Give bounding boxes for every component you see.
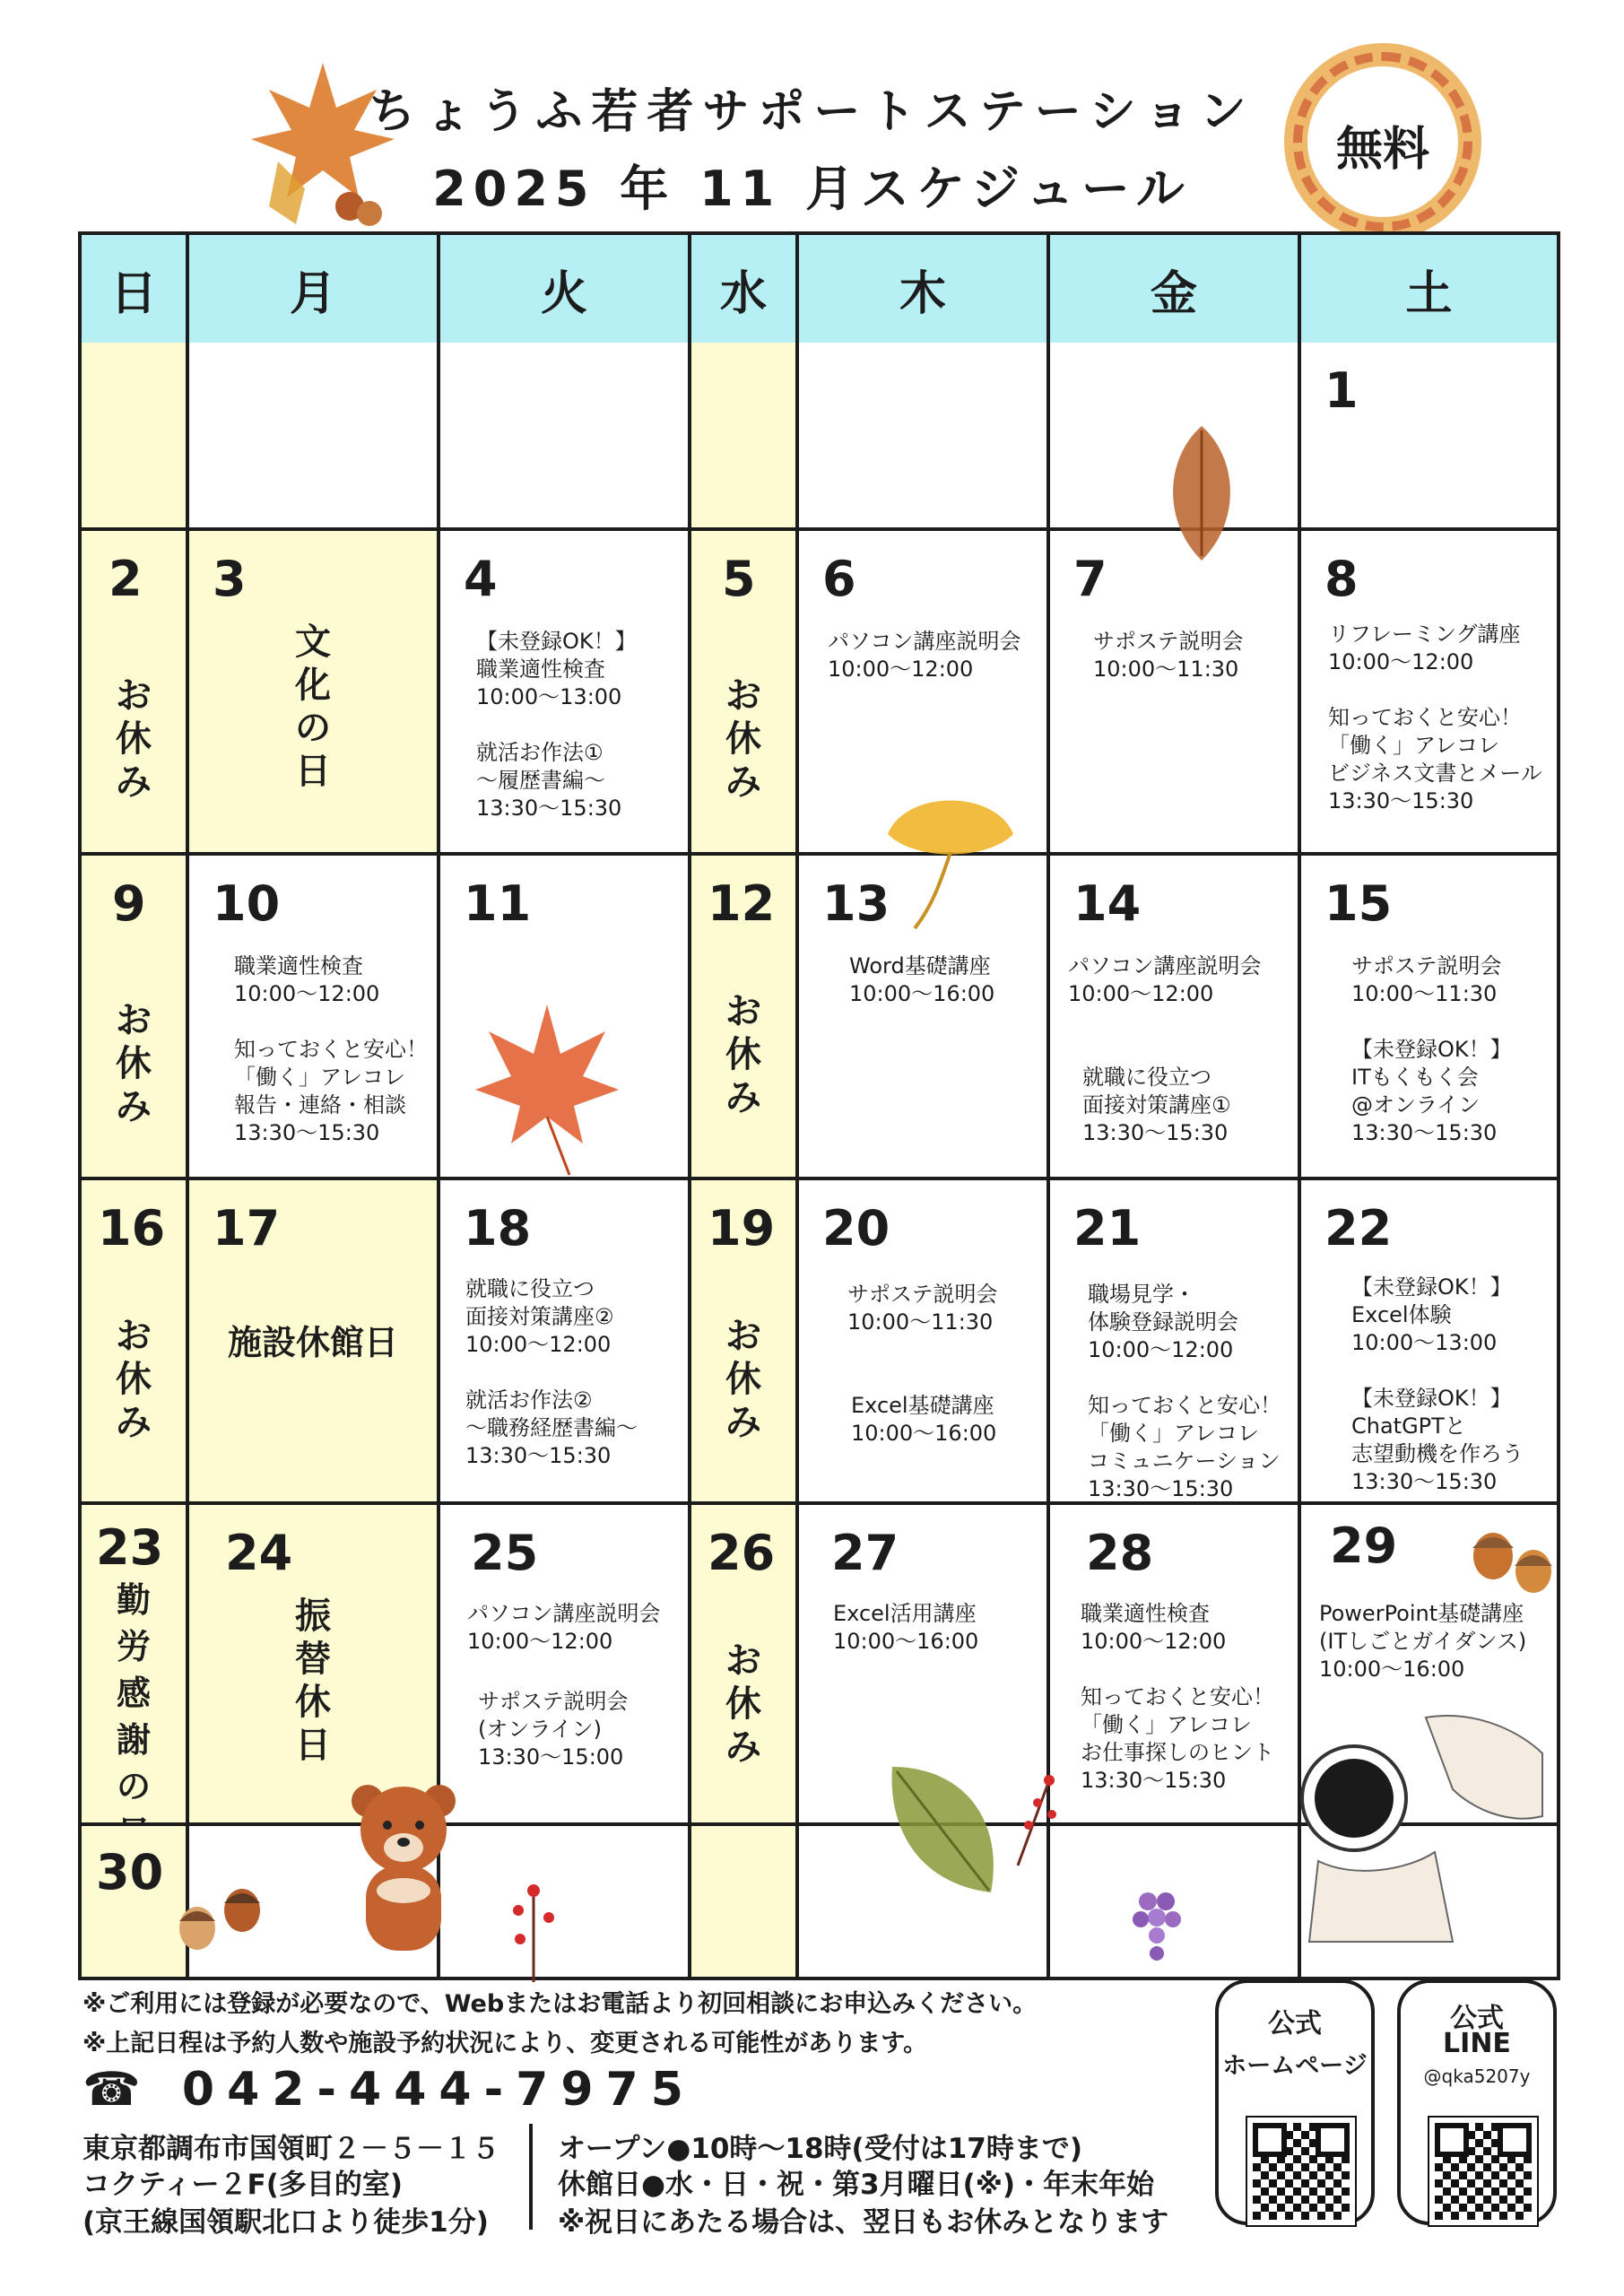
note-registration: ※ご利用には登録が必要なので、Webまたはお電話より初回相談にお申込みください。 — [83, 1990, 1038, 2018]
weekday-wed: 水 — [691, 235, 799, 343]
day-number: 17 — [213, 1200, 281, 1257]
ginkgo-leaf-icon — [879, 780, 1022, 933]
event-text: サポステ説明会 10:00～11:30 — [1093, 629, 1244, 682]
phone-icon: ☎ — [83, 2063, 153, 2117]
day-number: 4 — [464, 551, 498, 607]
holiday-label: 文化の日 — [295, 622, 331, 792]
event-text: 就職に役立つ 面接対策講座② 10:00～12:00 就活お作法② ～職務経歴書編～ 13:30～15:30 — [465, 1276, 638, 1468]
acorn-icon — [170, 1874, 269, 1964]
line-qr-subtitle: LINE — [1443, 2028, 1511, 2059]
day-number: 22 — [1324, 1200, 1393, 1257]
day-cell — [82, 343, 189, 527]
day-cell-18 — [440, 1180, 691, 1501]
holiday-label: 振替休日 — [295, 1596, 331, 1766]
day-cell-25 — [440, 1505, 691, 1822]
day-cell-26 — [691, 1505, 799, 1822]
holiday-label: 勤労感謝の — [116, 1580, 151, 1806]
opening-hours: オープン●10時～18時(受付は17時まで) — [558, 2133, 1083, 2165]
day-cell-20 — [799, 1180, 1050, 1501]
day-cell-24 — [189, 1505, 440, 1822]
closed-days: 休館日●水・日・祝・第3月曜日(※)・年末年始 — [558, 2169, 1155, 2201]
day-number: 15 — [1324, 875, 1393, 932]
event-text: 職場見学・ 体験登録説明会 10:00～12:00 知っておくと安心！ 「働く」アレコレ コミュニケーション 13:30～15:30 — [1088, 1282, 1281, 1501]
day-cell — [440, 1826, 691, 1977]
bear-icon — [341, 1776, 466, 1955]
event-text: 職業適性検査 10:00～12:00 知っておくと安心！ 「働く」アレコレ お仕事探しのヒント 13:30～15:30 — [1081, 1601, 1274, 1793]
day-cell — [691, 1826, 799, 1977]
green-leaf-icon — [883, 1758, 1009, 1901]
day-cell-9 — [82, 856, 189, 1177]
day-number: 19 — [708, 1200, 776, 1257]
day-number: 25 — [471, 1525, 539, 1581]
event-text: パソコン講座説明会 10:00～12:00 — [1068, 953, 1262, 1006]
divider — [529, 2124, 533, 2230]
maple-leaf-icon — [471, 1000, 623, 1179]
free-badge-label: 無料 — [1335, 123, 1429, 177]
event-text: Word基礎講座 10:00～16:00 — [849, 953, 995, 1006]
day-cell-17 — [189, 1180, 440, 1501]
day-cell-19 — [691, 1180, 799, 1501]
day-cell — [691, 343, 799, 527]
day-cell-21 — [1050, 1180, 1301, 1501]
day-number: 29 — [1330, 1518, 1398, 1574]
day-number: 8 — [1324, 551, 1359, 607]
line-id: @qka5207y — [1423, 2066, 1531, 2087]
day-cell-4 — [440, 531, 691, 852]
day-cell-22 — [1301, 1180, 1557, 1501]
day-cell-3 — [189, 531, 440, 852]
event-text: Excel基礎講座 10:00～16:00 — [851, 1393, 997, 1446]
day-number: 23 — [96, 1519, 164, 1576]
rest-label: お休み — [116, 1000, 152, 1127]
day-number: 9 — [112, 875, 146, 932]
coffee-cup-icon — [1300, 1700, 1551, 1951]
day-cell-1 — [1301, 343, 1557, 527]
day-number: 13 — [822, 875, 890, 932]
rest-label: お休み — [116, 675, 152, 803]
note-schedule-change: ※上記日程は予約人数や施設予約状況により、変更される可能性があります。 — [83, 2030, 928, 2057]
weekday-sun: 日 — [82, 235, 189, 343]
address-line-1: 東京都調布市国領町２－５－１５ — [83, 2133, 499, 2165]
event-text: 【未登録OK！】 Excel体験 10:00～13:00 【未登録OK！】 ChatGPTと 志望動機を作ろう 13:30～15:30 — [1351, 1274, 1524, 1494]
day-cell-28 — [1050, 1505, 1301, 1822]
holiday-label: 施設休館日 — [227, 1323, 398, 1362]
grape-icon — [1121, 1874, 1202, 1982]
weekday-sat: 土 — [1301, 235, 1557, 343]
day-number: 3 — [213, 551, 247, 607]
event-text: パソコン講座説明会 10:00～12:00 — [828, 629, 1021, 682]
acorn-icon — [1462, 1516, 1560, 1605]
day-number: 1 — [1324, 362, 1359, 419]
event-text: サポステ説明会 (オンライン) 13:30～15:00 — [478, 1689, 629, 1770]
rest-label: お休み — [725, 1640, 761, 1768]
day-cell — [799, 343, 1050, 527]
event-text: サポステ説明会 10:00～11:30 【未登録OK！】 ITもくもく会 @オンライン 13:30～15:30 — [1351, 953, 1512, 1145]
schedule-title: 2025 年 11 月スケジュール — [432, 161, 1192, 217]
day-number: 5 — [722, 551, 756, 607]
day-number: 7 — [1073, 551, 1107, 607]
event-text: 【未登録OK！】 職業適性検査 10:00～13:00 就活お作法① ～履歴書編～ 13:30～15:30 — [476, 629, 637, 821]
rest-label: お休み — [725, 1316, 761, 1443]
day-number: 27 — [831, 1525, 899, 1581]
qr-code-icon[interactable] — [1247, 2118, 1355, 2225]
day-number: 28 — [1086, 1525, 1154, 1581]
day-number: 6 — [822, 551, 856, 607]
day-number: 14 — [1073, 875, 1142, 932]
phone-number-text: 042-444-7975 — [181, 2063, 696, 2117]
event-text: Excel活用講座 10:00～16:00 — [833, 1601, 979, 1654]
day-cell-14 — [1050, 856, 1301, 1177]
rest-label: お休み — [725, 991, 761, 1118]
day-number: 11 — [464, 875, 532, 932]
day-cell-23 — [82, 1505, 189, 1822]
phone-number — [83, 2063, 696, 2117]
weekday-fri: 金 — [1050, 235, 1301, 343]
line-qr-card[interactable] — [1397, 1979, 1557, 2225]
day-cell-10 — [189, 856, 440, 1177]
rest-label: お休み — [725, 675, 761, 803]
brown-leaf-icon — [1157, 422, 1246, 565]
day-number: 30 — [96, 1844, 164, 1900]
event-text: リフレーミング講座 10:00～12:00 知っておくと安心！ 「働く」アレコレ ビジネス文書とメール 13:30～15:30 — [1328, 622, 1542, 813]
berry-branch-icon — [1009, 1771, 1063, 1870]
day-cell-2 — [82, 531, 189, 852]
day-cell — [189, 343, 440, 527]
maple-leaf-icon — [242, 54, 404, 233]
event-text: サポステ説明会 10:00～11:30 — [847, 1282, 998, 1335]
weekday-thu: 木 — [799, 235, 1050, 343]
day-number: 20 — [822, 1200, 890, 1257]
day-cell-8 — [1301, 531, 1557, 852]
qr-code-icon[interactable] — [1429, 2118, 1537, 2225]
weekday-mon: 月 — [189, 235, 440, 343]
address-line-2: コクティー２F(多目的室) — [83, 2169, 404, 2201]
day-number: 16 — [98, 1200, 166, 1257]
berry-branch-icon — [502, 1874, 565, 1982]
event-text: 職業適性検査 10:00～12:00 知っておくと安心！ 「働く」アレコレ 報告・連絡・相談 13:30～15:30 — [234, 953, 428, 1145]
day-cell-7 — [1050, 531, 1301, 852]
line-qr-title: 公式 — [1450, 2003, 1504, 2034]
day-number: 12 — [708, 875, 776, 932]
day-number: 21 — [1073, 1200, 1142, 1257]
day-cell-15 — [1301, 856, 1557, 1177]
free-badge — [1284, 43, 1481, 240]
homepage-qr-title: 公式 — [1268, 2008, 1322, 2039]
address-line-3: (京王線国領駅北口より徒歩1分) — [83, 2206, 489, 2239]
org-title: ちょうふ若者サポートステーション — [369, 85, 1255, 139]
day-cell-12 — [691, 856, 799, 1177]
day-cell-16 — [82, 1180, 189, 1501]
event-text: PowerPoint基礎講座 (ITしごとガイダンス) 10:00～16:00 — [1319, 1601, 1527, 1682]
day-number: 2 — [109, 551, 143, 607]
event-text: パソコン講座説明会 10:00～12:00 — [467, 1601, 661, 1654]
weekday-tue: 火 — [440, 235, 691, 343]
homepage-qr-card[interactable] — [1215, 1979, 1375, 2225]
day-number: 24 — [225, 1525, 293, 1581]
event-text: 就職に役立つ 面接対策講座① 13:30～15:30 — [1082, 1065, 1231, 1145]
day-number: 18 — [464, 1200, 532, 1257]
day-number: 10 — [213, 875, 281, 932]
day-cell — [440, 343, 691, 527]
rest-label: お休み — [116, 1316, 152, 1443]
day-cell-5 — [691, 531, 799, 852]
closed-note: ※祝日にあたる場合は、翌日もお休みとなります — [558, 2206, 1169, 2239]
homepage-qr-subtitle: ホームページ — [1222, 2052, 1368, 2080]
day-number: 26 — [708, 1525, 776, 1581]
